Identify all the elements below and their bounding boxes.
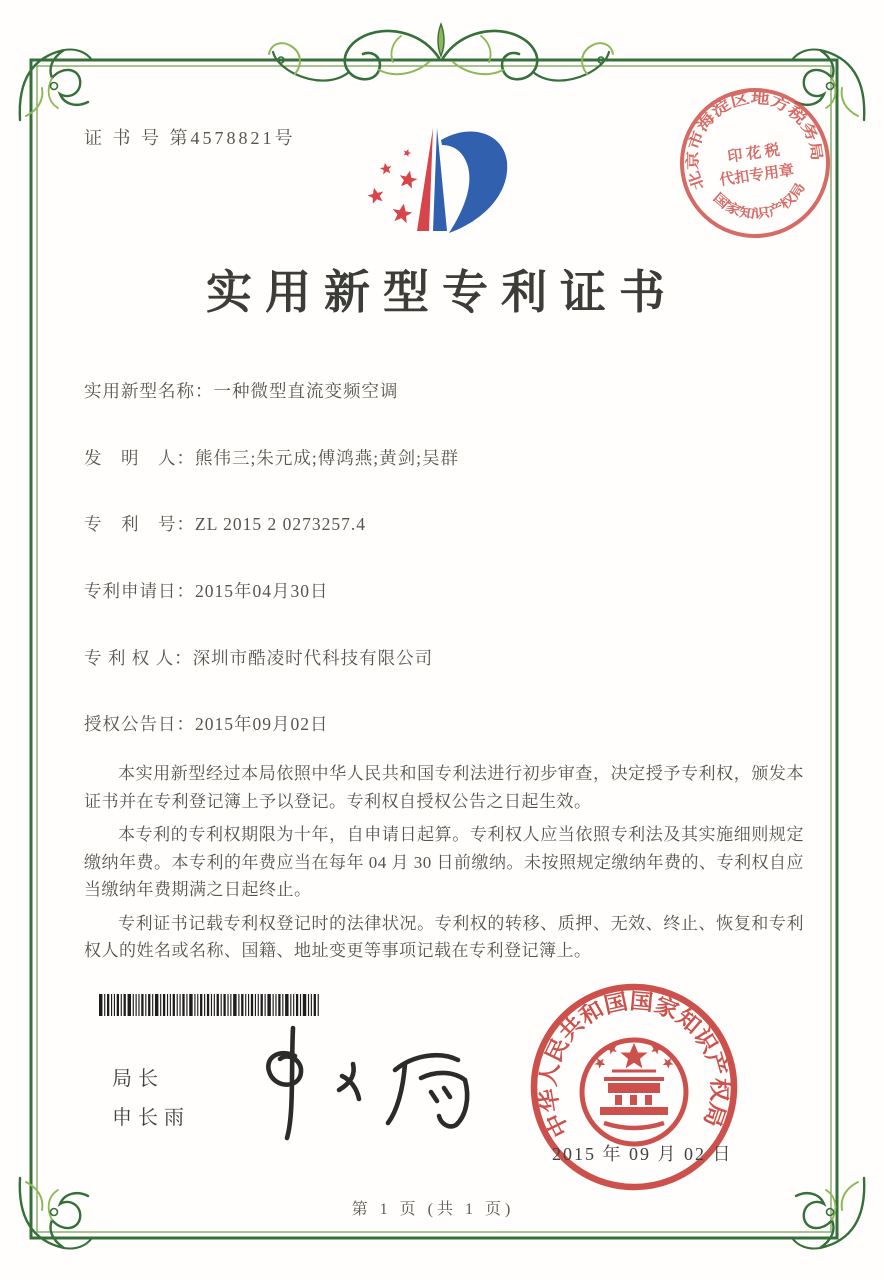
legal-text xyxy=(84,760,804,971)
tax-stamp-bottom-arc: 国家知识产权局 xyxy=(710,182,807,222)
tax-stamp-line1: 印 花 税 xyxy=(726,142,781,166)
paragraph-term-fees: 本专利的专利权期限为十年，自申请日起算。专利权人应当依照专利法及其实施细则规定缴纳年费。本专利的年费应当在每年 04 月 30 日前缴纳。未按照规定缴纳年费的、专利权自应当缴纳年费期满之日起终止。 xyxy=(84,825,804,900)
logo-p-bowl xyxy=(441,131,507,233)
logo-stars xyxy=(366,148,419,224)
logo-wedge-red xyxy=(417,128,433,231)
officer-name: 申长雨 xyxy=(112,1107,190,1129)
field-label: 实用新型名称： xyxy=(84,381,214,401)
certificate-number: 证 书 号 第4578821号 xyxy=(84,128,296,148)
cnipa-logo xyxy=(350,116,540,246)
page-number: 第 1 页 (共 1 页) xyxy=(351,1201,515,1218)
field-value: ZL 2015 2 0273257.4 xyxy=(195,514,366,534)
field-filing-date xyxy=(84,578,329,603)
barcode xyxy=(99,994,349,1018)
signature-shen-changyu xyxy=(235,1018,495,1158)
tax-stamp xyxy=(660,68,850,258)
tax-stamp-line2: 代扣专用章 xyxy=(718,162,796,190)
field-utility-model-name xyxy=(84,378,399,403)
field-inventors xyxy=(84,445,459,470)
national-emblem xyxy=(582,1040,686,1144)
field-value: 2015年09月02日 xyxy=(195,714,329,734)
field-label: 发 明 人： xyxy=(84,448,195,468)
seal-ring-text: 中华人民共和国国家知识产权局 xyxy=(535,988,733,1142)
certificate-title: 实用新型专利证书 xyxy=(206,267,678,318)
field-value: 深圳市酷凌时代科技有限公司 xyxy=(192,648,434,668)
cnipa-seal xyxy=(520,975,752,1205)
tax-stamp-top-arc: 北京市海淀区地方税务局 xyxy=(685,90,824,192)
field-label: 专 利 权 人： xyxy=(84,648,193,668)
field-value: 熊伟三;朱元成;傅鸿燕;黄剑;吴群 xyxy=(195,448,459,468)
seal-date: 2015 年 09 月 02 日 xyxy=(552,1144,733,1164)
field-patentee xyxy=(84,645,433,670)
paragraph-grant: 本实用新型经过本局依照中华人民共和国专利法进行初步审查，决定授予专利权，颁发本证书并在专利登记簿上予以登记。专利权自授权公告之日起生效。 xyxy=(84,764,804,811)
officer-title: 局长 xyxy=(112,1068,164,1090)
field-value: 一种微型直流变频空调 xyxy=(213,381,399,401)
field-grant-date xyxy=(84,711,329,736)
paragraph-register: 专利证书记载专利权登记时的法律状况。专利权的转移、质押、无效、终止、恢复和专利权人的姓名或名称、国籍、地址变更等事项记载在专利登记簿上。 xyxy=(84,913,804,961)
field-value: 2015年04月30日 xyxy=(195,581,329,601)
field-patent-number xyxy=(84,511,366,536)
field-label: 授权公告日： xyxy=(84,714,195,734)
field-label: 专 利 号： xyxy=(84,514,195,534)
field-label: 专利申请日： xyxy=(84,581,195,601)
